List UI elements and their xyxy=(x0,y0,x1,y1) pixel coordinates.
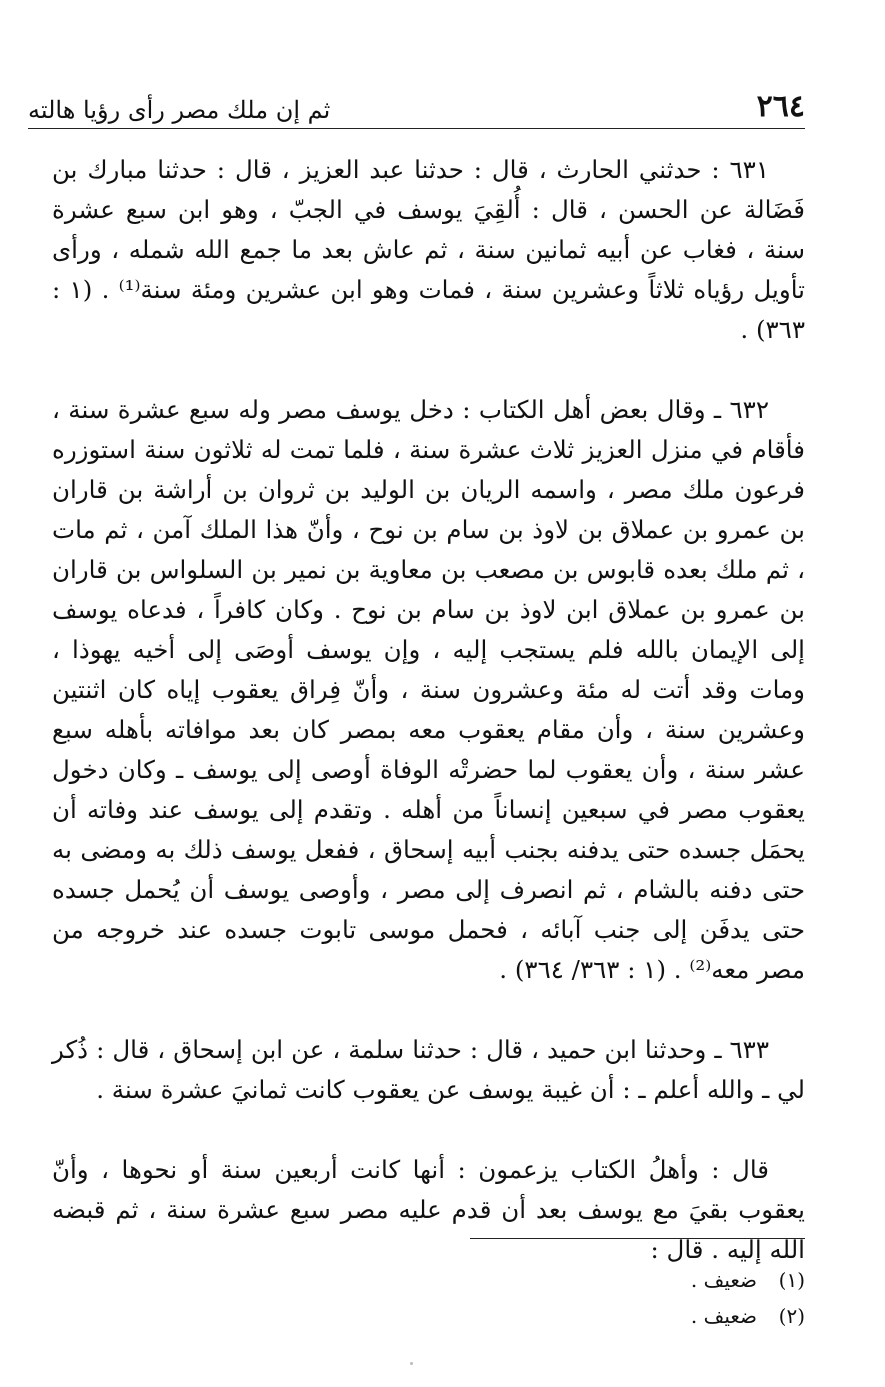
footnote-number: (٢) xyxy=(778,1304,805,1328)
scan-speck xyxy=(410,1362,413,1365)
paragraph-continuation: قال : وأهلُ الكتاب يزعمون : أنها كانت أربعين سنة أو نحوها ، وأنّ يعقوب بقيَ مع يوسف بعد أن قدم عليه مصر سبع عشرة سنة ، ثم قبضه الله إليه . قال : xyxy=(52,1155,805,1264)
running-title: ثم إن ملك مصر رأى رؤيا هالته xyxy=(28,96,331,124)
footnote-text: ضعيف . xyxy=(690,1268,757,1292)
paragraph-632: ٦٣٢ ـ وقال بعض أهل الكتاب : دخل يوسف مصر وله سبع عشرة سنة ، فأقام في منزل العزيز ثلاث عشرة سنة ، فلما تمت له ثلاثون سنة استوزره فرعون ملك مصر ، واسمه الريان بن الوليد بن ثروان بن أراشة بن قاران بن عمرو بن عملاق بن لاوذ بن سام بن نوح ، وأنّ هذا الملك آمن ، ثم مات ، ثم ملك بعده قابوس بن مصعب بن معاوية بن نمير بن السلواس بن قاران بن عمرو بن عملاق ابن لاوذ بن سام بن نوح . وكان كافراً ، فدعاه يوسف إلى الإيمان بالله فلم يستجب إليه ، وإن يوسف أوصَى إلى أخيه يهوذا ، ومات وقد أتت له مئة وعشرون سنة ، وأنّ فِراق يعقوب إياه كان اثنتين وعشرين سنة ، وأن مقام يعقوب معه بمصر كان بعد موافاته بأهله سبع عشر سنة ، وأن يعقوب لما حضرتْه الوفاة أوصى إلى يوسف ـ وكان دخول يعقوب مصر في سبعين إنساناً من أهله . وتقدم إلى يوسف عند وفاته أن يحمَل جسده حتى يدفنه بجنب أبيه إسحاق ، ففعل يوسف ذلك به ومضى به حتى دفنه بالشام ، ثم انصرف إلى مصر ، وأوصى يوسف أن يُحمل جسده حتى يدفَن إلى جنب آبائه ، فحمل موسى تابوت جسده عند خروجه من مصر معه⁽²⁾ . (١ : ٣٦٣/ ٣٦٤) . xyxy=(52,395,805,984)
footnote-1 xyxy=(52,1262,805,1298)
page-number: ٢٦٤ xyxy=(756,89,805,124)
paragraph-631: ٦٣١ : حدثني الحارث ، قال : حدثنا عبد العزيز ، قال : حدثنا مبارك بن فَضَالة عن الحسن ، قال : أُلقِيَ يوسف في الجبّ ، وهو ابن سبع عشرة سنة ، فغاب عن أبيه ثمانين سنة ، ثم عاش بعد ما جمع الله شمله ، ورأى تأويل رؤياه ثلاثاً وعشرين سنة ، فمات وهو ابن عشرين ومئة سنة⁽¹⁾ . (١ : ٣٦٣) . xyxy=(52,155,805,344)
main-text xyxy=(52,150,805,1270)
paragraph-633: ٦٣٣ ـ وحدثنا ابن حميد ، قال : حدثنا سلمة ، عن ابن إسحاق ، قال : ذُكر لي ـ والله أعلم ـ : أن غيبة يوسف عن يعقوب كانت ثمانيَ عشرة سنة . xyxy=(52,1035,805,1104)
page-header xyxy=(28,82,805,129)
footnotes xyxy=(52,1262,805,1334)
footnote-separator xyxy=(470,1238,805,1239)
footnote-text: ضعيف . xyxy=(690,1304,757,1328)
footnote-number: (١) xyxy=(778,1268,805,1292)
footnote-2 xyxy=(52,1298,805,1334)
